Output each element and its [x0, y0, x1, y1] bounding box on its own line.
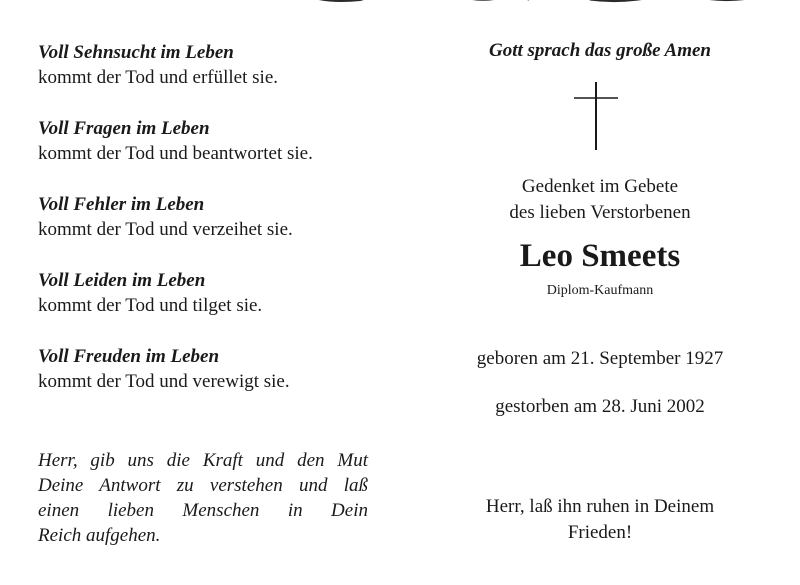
stanza-line: kommt der Tod und erfüllet sie. [38, 67, 278, 88]
deceased-title: Diplom-Kaufmann [546, 283, 654, 298]
cross-icon [572, 80, 620, 152]
deceased-name: Leo Smeets [519, 238, 681, 274]
stanza-line: Voll Sehnsucht im Leben [38, 42, 234, 63]
poem-stanza [38, 344, 378, 394]
poem-stanza [38, 192, 378, 242]
stanza-line: kommt der Tod und beantwortet sie. [38, 143, 313, 164]
farewell-prayer [440, 494, 760, 546]
bible-quote: Gott sprach das große Amen [488, 40, 712, 61]
stanza-line: Voll Fragen im Leben [38, 118, 210, 139]
death-date: gestorben am 28. Juni 2002 [495, 396, 705, 417]
poem-stanza [38, 40, 378, 90]
prayer-text [38, 448, 368, 548]
torn-top-edge [300, 0, 770, 4]
farewell-line: Herr, laß ihn ruhen in Deinem [485, 496, 715, 517]
poem-stanza [38, 268, 378, 318]
stanza-line: Voll Fehler im Leben [38, 194, 205, 215]
prayer-line: Deine Antwort zu verstehen und laß [38, 475, 368, 496]
stanza-line: kommt der Tod und verewigt sie. [38, 371, 290, 392]
stanza-line: kommt der Tod und tilget sie. [38, 295, 263, 316]
poem-stanza [38, 116, 378, 166]
commemoration-text [440, 174, 760, 226]
commemoration-line: des lieben Verstorbenen [509, 202, 691, 223]
commemoration-line: Gedenket im Gebete [521, 176, 679, 197]
prayer-line: einen lieben Menschen in Dein [38, 500, 368, 521]
prayer-line: Reich aufgehen. [38, 525, 161, 546]
stanza-line: kommt der Tod und verzeihet sie. [38, 219, 293, 240]
prayer-line: Herr, gib uns die Kraft und den Mut [38, 450, 368, 471]
farewell-line: Frieden! [567, 522, 633, 543]
stanza-line: Voll Leiden im Leben [38, 270, 206, 291]
birth-date: geboren am 21. September 1927 [476, 348, 724, 369]
poem-column [38, 40, 378, 420]
stanza-line: Voll Freuden im Leben [38, 346, 220, 367]
